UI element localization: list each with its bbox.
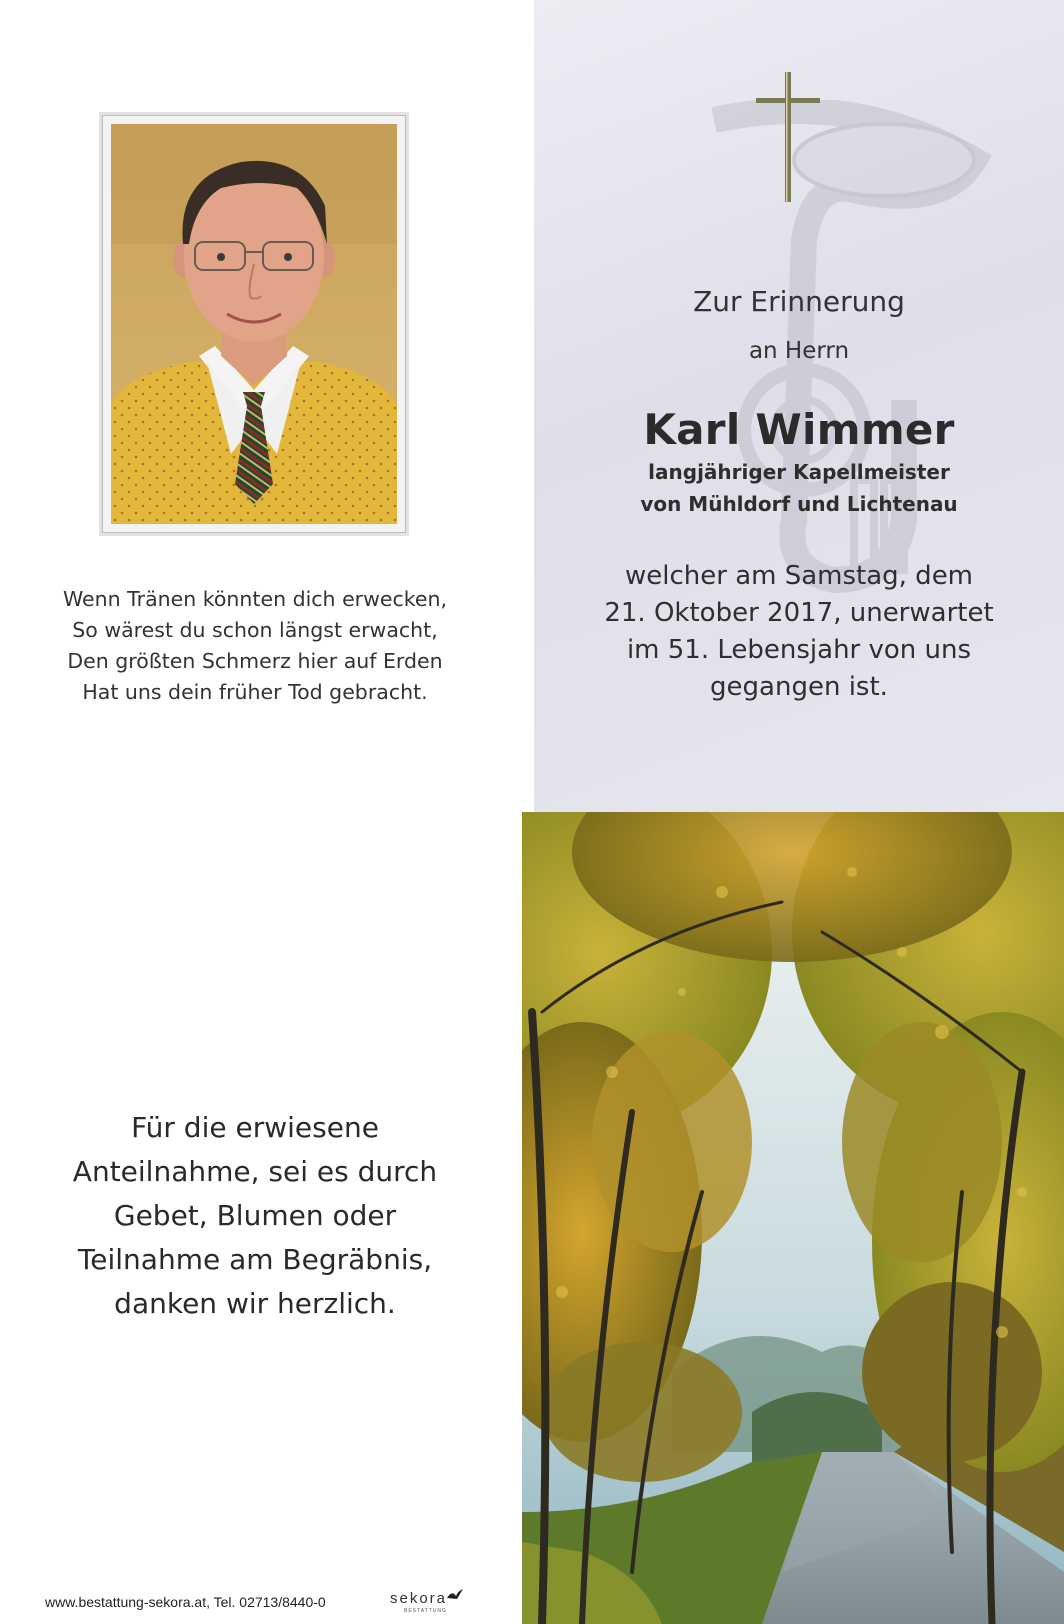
role-line: von Mühldorf und Lichtenau — [640, 492, 958, 516]
death-notice — [534, 558, 1064, 706]
role-line: langjähriger Kapellmeister — [648, 460, 950, 484]
salutation: an Herrn — [748, 338, 850, 364]
card-front-panel — [534, 0, 1064, 812]
thanks-line: Teilnahme am Begräbnis, — [77, 1243, 433, 1276]
poem-line: Den größten Schmerz hier auf Erden — [67, 649, 443, 673]
deceased-name: Karl Wimmer — [643, 405, 955, 454]
thanks-line: danken wir herzlich. — [114, 1287, 396, 1320]
thanks-panel — [0, 812, 522, 1624]
funeral-home-contact: www.bestattung-sekora.at, Tel. 02713/8440-0 — [45, 1594, 326, 1610]
thanks-text — [30, 1106, 480, 1326]
portrait-photo — [111, 124, 397, 524]
portrait-frame — [102, 115, 406, 533]
sekora-logo — [390, 1588, 470, 1618]
poem-line: Wenn Tränen könnten dich erwecken, — [62, 587, 448, 611]
thanks-line: Anteilnahme, sei es durch — [72, 1155, 438, 1188]
poem — [20, 584, 490, 708]
memorial-heading: Zur Erinnerung — [693, 285, 905, 318]
thanks-line: Für die erwiesene — [131, 1111, 379, 1144]
death-line: im 51. Lebensjahr von uns — [626, 635, 972, 665]
bird-icon — [446, 1588, 464, 1602]
death-line: 21. Oktober 2017, unerwartet — [604, 598, 994, 628]
forest-road-image — [522, 812, 1064, 1624]
death-line: welcher am Samstag, dem — [624, 561, 974, 591]
portrait-panel — [0, 0, 534, 812]
logo-subtitle: BESTATTUNG — [404, 1608, 447, 1614]
forest-road-photo — [522, 812, 1064, 1624]
poem-line: So wärest du schon längst erwacht, — [72, 618, 438, 642]
logo-word: sekora — [390, 1590, 448, 1607]
thanks-line: Gebet, Blumen oder — [113, 1199, 397, 1232]
cross-icon — [756, 72, 820, 202]
death-line: gegangen ist. — [710, 672, 888, 702]
poem-line: Hat uns dein früher Tod gebracht. — [82, 680, 428, 704]
